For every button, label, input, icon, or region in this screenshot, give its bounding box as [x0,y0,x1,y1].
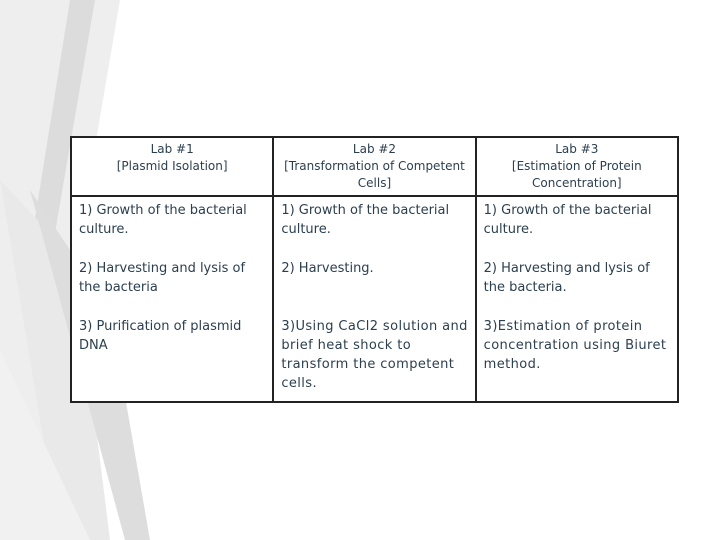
table-cell: 2) Harvesting and lysis of the bacteria [79,261,246,295]
table-cell: 1) Growth of the bacterial culture. [476,196,678,255]
table-row [71,255,678,313]
header-lab-2-title: Lab #2 [Transformation of Competent Cells] [284,142,465,190]
header-lab-1 [71,137,273,196]
header-lab-3-title: Lab #3 [Estimation of Protein Concentration] [511,142,642,190]
table-row [71,196,678,255]
table-cell: 3) Purification of plasmid DNA [79,319,242,353]
table-row [71,313,678,402]
header-lab-1-title: Lab #1 [Plasmid Isolation] [116,142,228,173]
table-cell: 2) Harvesting and lysis of the bacteria. [476,255,678,313]
table-header-row [71,137,678,196]
lab-table [70,136,679,403]
table-cell: 3)Estimation of protein concentration using Biuret method. [476,313,678,402]
table-cell: 1) Growth of the bacterial culture. [79,203,247,237]
table-cell: 3)Using CaCl2 solution and brief heat shock to transform the competent cells. [273,313,475,402]
table-cell: 2) Harvesting. [273,255,475,313]
table-cell: 1) Growth of the bacterial culture. [273,196,475,255]
header-lab-3 [476,137,678,196]
header-lab-2 [273,137,475,196]
